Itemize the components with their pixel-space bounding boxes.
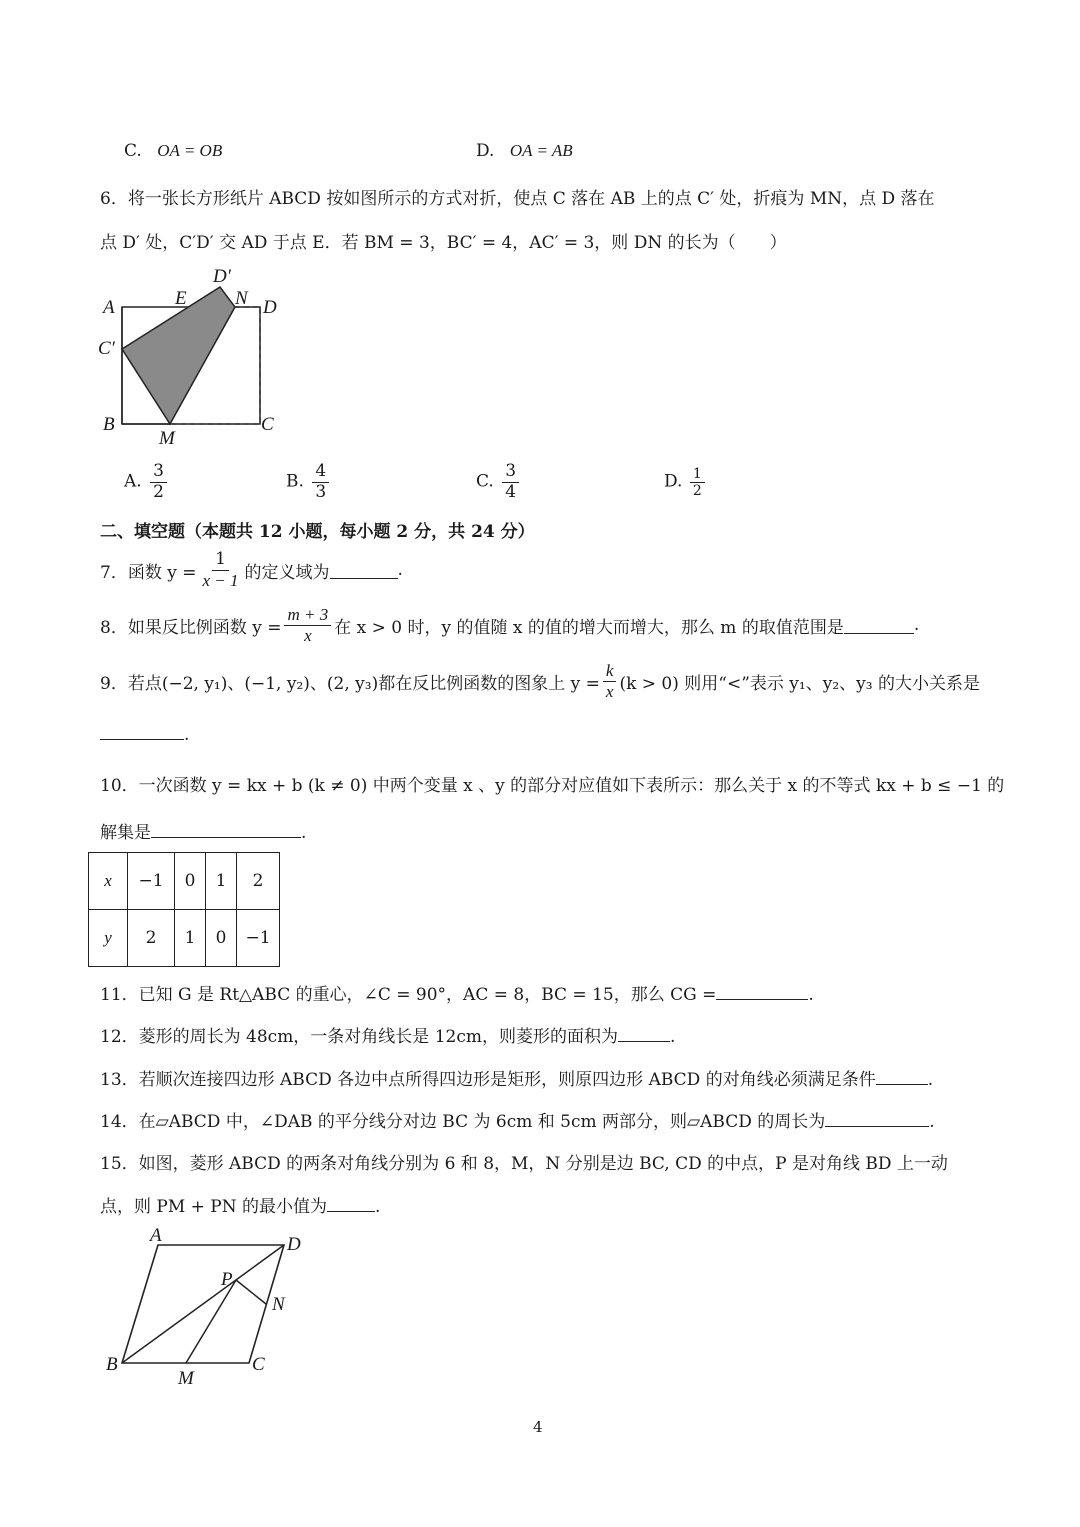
q13-text: 13．若顺次连接四边形 ABCD 各边中点所得四边形是矩形，则原四边形 ABCD 的对角线必须满足条件	[100, 1070, 876, 1090]
q15-stem-line1: 15．如图，菱形 ABCD 的两条对角线分别为 6 和 8，M，N 分别是边 BC, CD 的中点，P 是对角线 BD 上一动	[100, 1154, 948, 1174]
q12-answer-blank[interactable]	[618, 1024, 670, 1042]
q6-option-d-fraction	[690, 466, 705, 499]
q6-option-b	[286, 462, 332, 502]
q13	[100, 1065, 933, 1090]
q6-label-c-prime: C′	[98, 338, 115, 359]
q8-pre: 8．如果反比例函数 y =	[100, 617, 282, 638]
q6-option-c-num: 3	[502, 462, 519, 483]
q15-label-n: N	[272, 1294, 285, 1315]
q8-post: 在 x > 0 时，y 的值随 x 的值的增大而增大，那么 m 的取值范围是	[334, 617, 844, 638]
q11-answer-blank[interactable]	[716, 982, 808, 1000]
q13-end: .	[927, 1070, 934, 1090]
q6-label-m: M	[159, 428, 175, 449]
q6-stem-line1: 6．将一张长方形纸片 ABCD 按如图所示的方式对折，使点 C 落在 AB 上的点 C′ 处，折痕为 MN，点 D 落在	[100, 189, 935, 209]
q15-figure	[100, 1222, 320, 1392]
q9-fraction	[603, 661, 617, 701]
q10-stem-line1: 10．一次函数 y = kx + b (k ≠ 0) 中两个变量 x 、y 的部分对应值如下表所示：那么关于 x 的不等式 kx + b ≤ −1 的	[100, 776, 1005, 796]
q12	[100, 1022, 675, 1047]
q6-stem-line2: 点 D′ 处，C′D′ 交 AD 于点 E．若 BM = 3，BC′ = 4，AC′ = 3，则 DN 的长为（ ）	[100, 233, 787, 253]
q10-cell: 1	[175, 910, 206, 967]
q14-end: .	[929, 1112, 935, 1132]
q6-figure	[95, 260, 295, 450]
q8-end: .	[913, 615, 920, 636]
q12-text: 12．菱形的周长为 48cm，一条对角线长是 12cm，则菱形的面积为	[100, 1027, 618, 1047]
q6-label-a: A	[103, 297, 115, 318]
q9	[100, 661, 980, 701]
q10-line2-text: 解集是	[100, 823, 151, 843]
q6-option-a-fraction	[150, 462, 167, 502]
q6-option-d-num: 1	[690, 466, 705, 483]
q15-label-a: A	[150, 1225, 162, 1246]
q6-option-c-den: 4	[505, 481, 517, 502]
q15-segment-pn	[236, 1280, 266, 1304]
section-title: 二、填空题（本题共 12 小题，每小题 2 分，共 24 分）	[100, 522, 535, 542]
q6-option-b-label: B.	[286, 471, 304, 492]
q9-answer-line	[100, 722, 189, 745]
q7-num: 1	[212, 550, 229, 571]
q6-label-c: C	[261, 414, 274, 435]
q5-option-d-label: D.	[476, 141, 495, 161]
q15-answer-blank[interactable]	[327, 1194, 375, 1212]
page-number: 4	[533, 1418, 543, 1436]
q10-table-row-x	[89, 853, 280, 910]
q6-option-a-num: 3	[150, 462, 167, 483]
q10-cell: 2	[128, 910, 175, 967]
q11-end: .	[808, 985, 814, 1005]
q7-pre: 7．函数 y =	[100, 562, 197, 583]
q6-label-e: E	[175, 288, 187, 309]
q6-option-a	[124, 462, 170, 502]
q12-end: .	[669, 1027, 676, 1047]
q10-cell-x-header: x	[89, 853, 128, 910]
q10-cell: 0	[206, 910, 237, 967]
q10-cell: 2	[237, 853, 280, 910]
q10-stem-line2	[100, 818, 306, 843]
q6-option-b-den: 3	[315, 481, 327, 502]
q7-post: 的定义域为	[244, 562, 330, 583]
q6-label-n: N	[235, 288, 248, 309]
q6-option-b-num: 4	[312, 462, 329, 483]
q13-answer-blank[interactable]	[876, 1067, 928, 1085]
q15-diagonal-bd	[122, 1245, 284, 1363]
q10-cell: −1	[237, 910, 280, 967]
q6-option-c	[476, 462, 522, 502]
q6-option-c-label: C.	[476, 471, 494, 492]
q5-option-c-label: C.	[124, 141, 142, 161]
q15-stem-line2	[100, 1192, 380, 1217]
q15-end: .	[375, 1197, 381, 1217]
q6-label-d: D	[263, 297, 277, 318]
q9-pre: 9．若点(−2, y₁)、(−1, y₂)、(2, y₃)都在反比例函数的图象上 y =	[100, 673, 600, 694]
q5-option-c-text: OA = OB	[157, 141, 223, 160]
q8-fraction	[284, 605, 331, 645]
q6-label-d-prime: D′	[213, 266, 231, 287]
q6-option-a-den: 2	[153, 481, 164, 502]
q15-label-m: M	[178, 1368, 194, 1389]
q10-table-row-y	[89, 910, 280, 967]
q10-answer-blank[interactable]	[151, 820, 301, 838]
q6-option-d-den: 2	[692, 483, 702, 500]
q7-fraction	[199, 550, 241, 590]
q10-value-table	[88, 852, 280, 967]
q6-option-d-label: D.	[664, 471, 683, 492]
q5-option-c	[124, 141, 222, 161]
q6-label-b: B	[103, 414, 115, 435]
q10-cell: 1	[206, 853, 237, 910]
q7-answer-blank[interactable]	[330, 561, 398, 579]
q10-end: .	[301, 823, 307, 843]
q7-den: x − 1	[202, 570, 239, 590]
q8-num: m + 3	[284, 605, 331, 626]
q6-option-a-label: A.	[124, 471, 142, 492]
q15-label-d: D	[287, 1234, 301, 1255]
q15-segment-pm	[186, 1280, 236, 1363]
q15-label-b: B	[106, 1354, 118, 1375]
q9-answer-blank[interactable]	[100, 722, 184, 740]
q7-end: .	[397, 560, 403, 581]
q11	[100, 980, 814, 1005]
q6-option-c-fraction	[502, 462, 519, 502]
q14-text: 14．在▱ABCD 中，∠DAB 的平分线分对边 BC 为 6cm 和 5cm 两部分，则▱ABCD 的周长为	[100, 1112, 826, 1132]
q10-cell: 0	[175, 853, 206, 910]
q14-answer-blank[interactable]	[825, 1109, 929, 1127]
q8-answer-blank[interactable]	[844, 616, 914, 634]
q11-text: 11．已知 G 是 Rt△ABC 的重心，∠C = 90°，AC = 8，BC = 15，那么 CG =	[100, 985, 717, 1005]
q9-end: .	[184, 725, 190, 745]
q10-cell-y-header: y	[89, 910, 128, 967]
q5-option-d-text: OA = AB	[509, 141, 573, 160]
q14	[100, 1107, 935, 1132]
q8-den: x	[304, 625, 312, 645]
q10-cell: −1	[128, 853, 175, 910]
q7	[100, 550, 403, 590]
q15-line2-text: 点，则 PM + PN 的最小值为	[100, 1197, 328, 1217]
q6-option-d	[664, 466, 708, 499]
q9-num: k	[603, 661, 617, 682]
q6-option-b-fraction	[312, 462, 329, 502]
q9-post: (k > 0) 则用“<”表示 y₁、y₂、y₃ 的大小关系是	[619, 673, 980, 694]
q9-den: x	[605, 681, 614, 701]
q8	[100, 605, 919, 645]
q5-option-d	[476, 141, 573, 161]
q15-label-p: P	[221, 1269, 233, 1290]
q15-label-c: C	[252, 1354, 265, 1375]
